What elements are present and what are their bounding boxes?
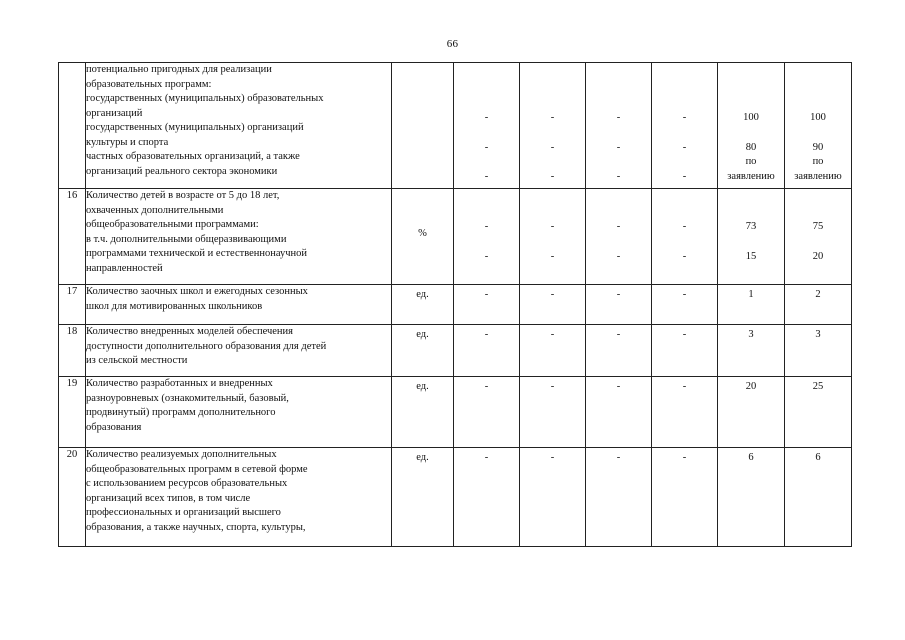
row-description: Количество заочных школ и ежегодных сезонных школ для мотивированных школьников [86,285,392,325]
row-year-cell: - - - [586,63,652,189]
table-row [59,189,852,285]
table-row [59,377,852,448]
row-value-cell: 75 20 [785,189,852,285]
row-number: 16 [59,189,86,285]
row-unit [392,63,454,189]
row-value-cell: 6 [785,448,852,547]
row-value-cell: 3 [718,325,785,377]
row-value-cell: 73 15 [718,189,785,285]
row-value-cell: 25 [785,377,852,448]
row-value-cell: 20 [718,377,785,448]
row-value-cell: 2 [785,285,852,325]
row-year-cell: - - [586,189,652,285]
row-year-cell: - [586,377,652,448]
row-number [59,63,86,189]
row-year-cell: - [520,377,586,448]
table-row [59,325,852,377]
row-description: Количество внедренных моделей обеспечения доступности дополнительного образования для детей из сельской местности [86,325,392,377]
row-year-cell: - [454,377,520,448]
row-value-cell: 3 [785,325,852,377]
row-year-cell: - [586,325,652,377]
row-description: потенциально пригодных для реализации образовательных программ: государственных (муниципальных) образовательных организаций государственных (муниципальных) организаций культуры и спорта частных образовательных организаций, а также организаций реального сектора экономики [86,63,392,189]
row-year-cell: - [520,325,586,377]
row-description: Количество реализуемых дополнительных общеобразовательных программ в сетевой форме с использованием ресурсов образовательных организаций всех типов, в том числе профессиональных и организаций высшего образования, а также научных, спорта, культуры, [86,448,392,547]
row-year-cell: - [520,448,586,547]
table-row [59,63,852,189]
row-year-cell: - [652,285,718,325]
row-year-cell: - - - [652,63,718,189]
row-number: 18 [59,325,86,377]
row-number: 17 [59,285,86,325]
row-unit: ед. [392,377,454,448]
row-unit: % [392,189,454,285]
row-year-cell: - [454,285,520,325]
row-year-cell: - [454,325,520,377]
table-row [59,285,852,325]
row-number: 20 [59,448,86,547]
row-year-cell: - - - [454,63,520,189]
row-unit: ед. [392,448,454,547]
row-year-cell: - [652,448,718,547]
row-year-cell: - - [454,189,520,285]
row-unit: ед. [392,285,454,325]
row-year-cell: - - [652,189,718,285]
row-value-cell: 100 80 по заявлению [718,63,785,189]
row-number: 19 [59,377,86,448]
row-year-cell: - [652,377,718,448]
row-value-cell: 6 [718,448,785,547]
row-year-cell: - [520,285,586,325]
indicators-table [58,62,852,547]
row-value-cell: 100 90 по заявлению [785,63,852,189]
row-year-cell: - - - [520,63,586,189]
page-number: 66 [446,38,459,50]
row-description: Количество детей в возрасте от 5 до 18 лет, охваченных дополнительными общеобразовательными программами: в т.ч. дополнительными общеразвивающими программами технической и естественнонаучной направленностей [86,189,392,285]
row-year-cell: - [454,448,520,547]
row-year-cell: - - [520,189,586,285]
row-year-cell: - [652,325,718,377]
row-value-cell: 1 [718,285,785,325]
row-year-cell: - [586,285,652,325]
row-unit: ед. [392,325,454,377]
row-year-cell: - [586,448,652,547]
table-row [59,448,852,547]
row-description: Количество разработанных и внедренных разноуровневых (ознакомительный, базовый, продвинутый) программ дополнительного образования [86,377,392,448]
